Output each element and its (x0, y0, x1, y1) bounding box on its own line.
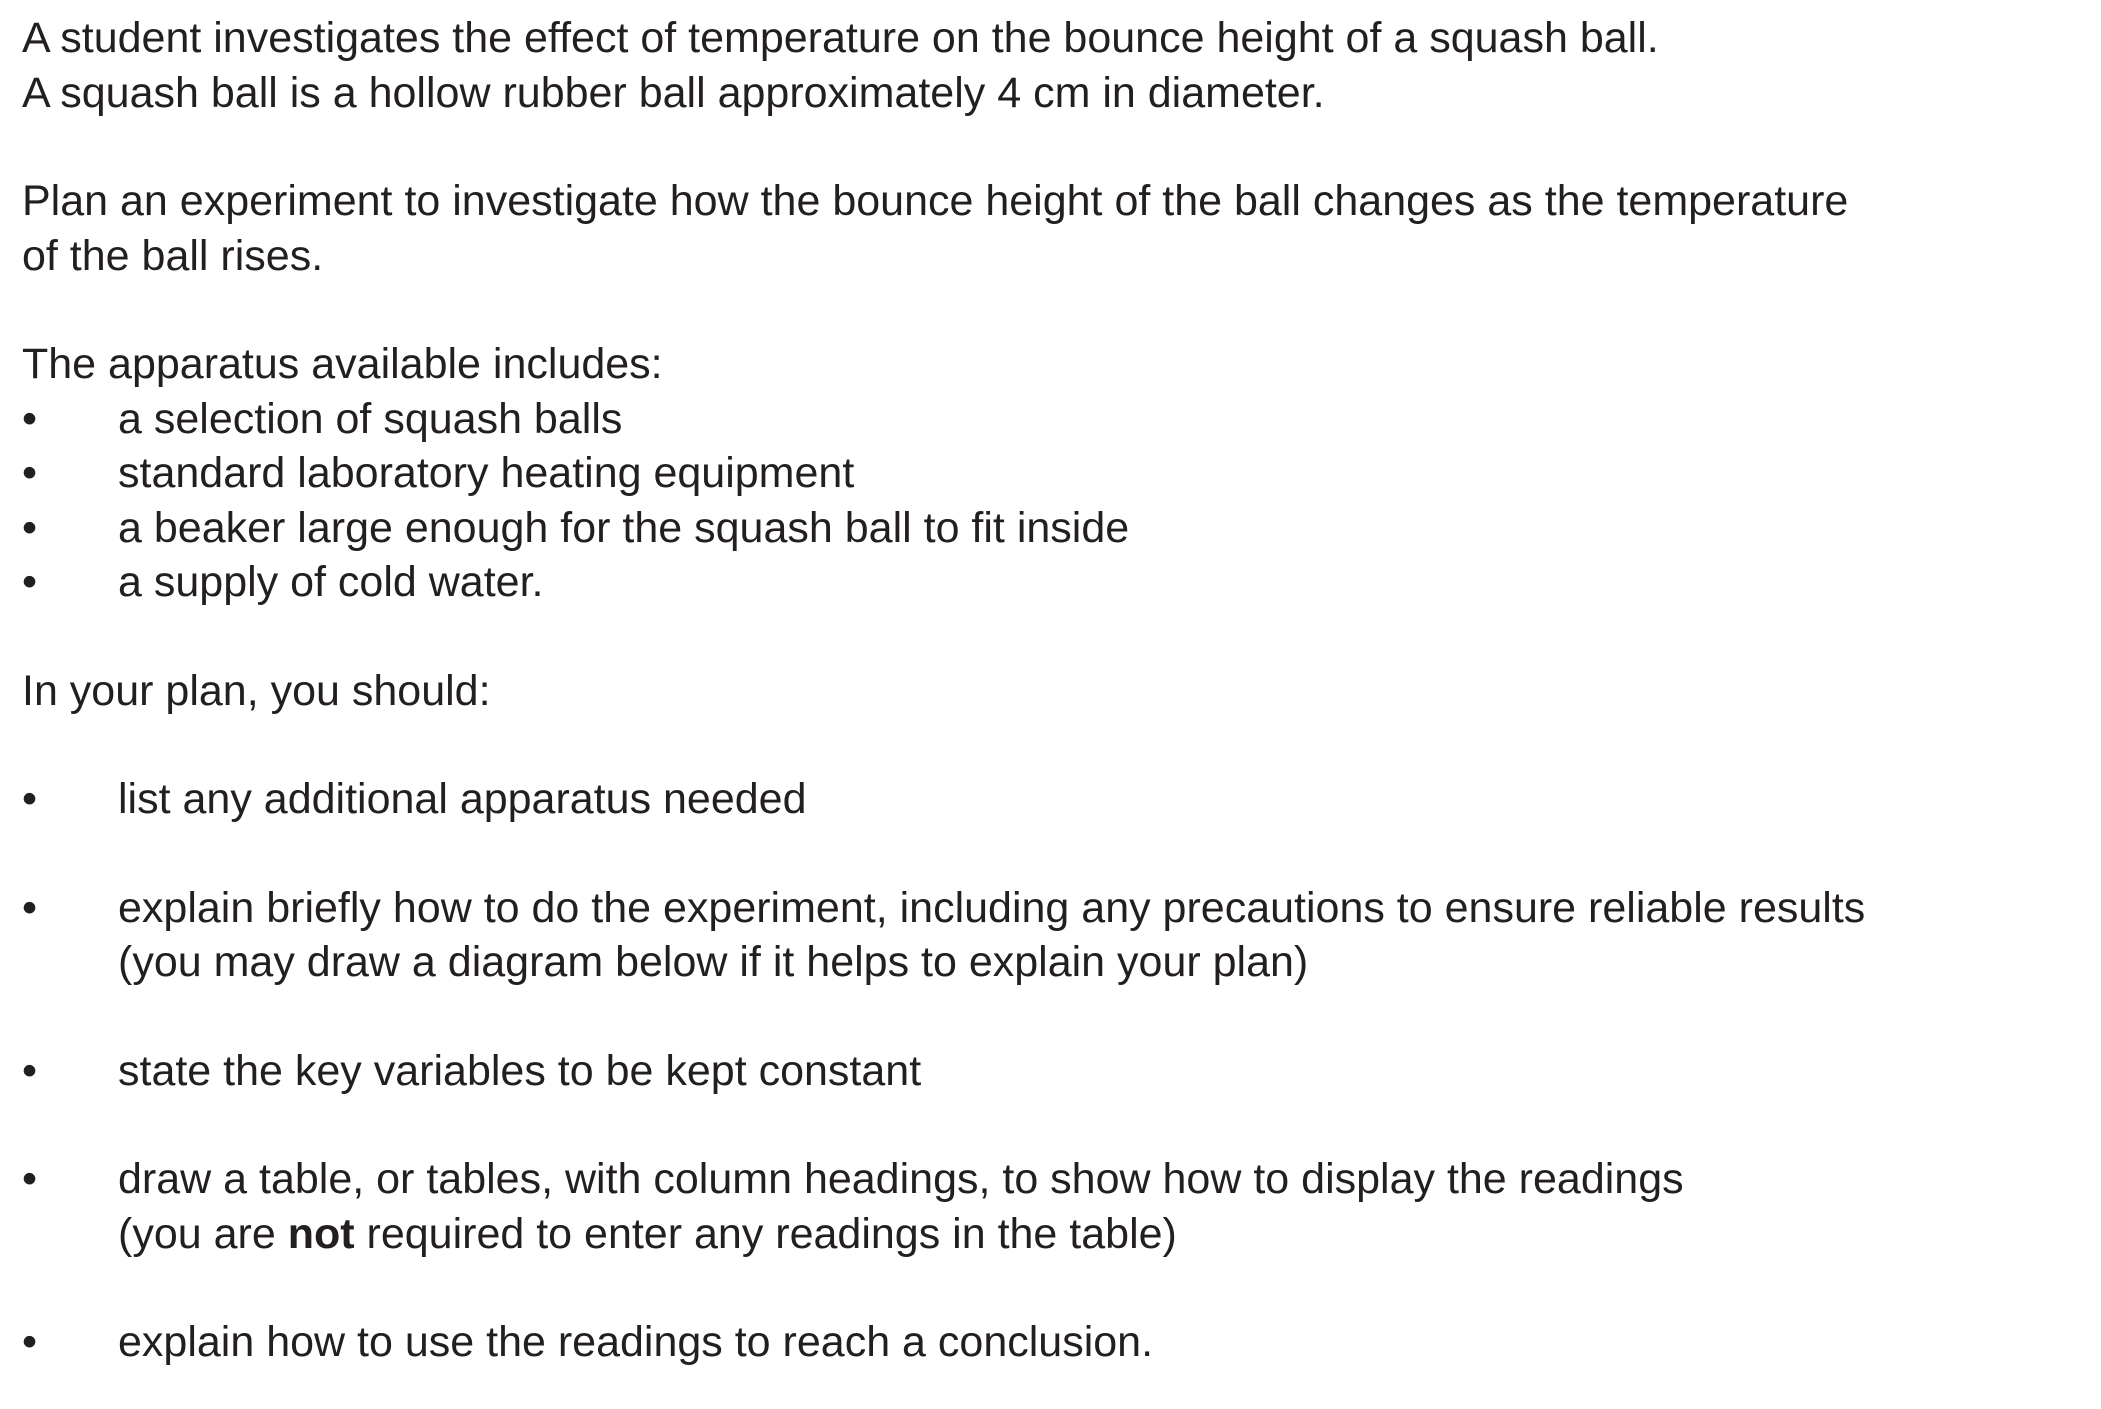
plan-item-apparatus (22, 772, 2082, 827)
apparatus-item (22, 501, 2082, 556)
bullet-icon: • (22, 449, 38, 497)
plan-list (22, 772, 2082, 1370)
question-page (22, 11, 2082, 1370)
apparatus-item-text: standard laboratory heating equipment (118, 449, 855, 497)
intro-line-2: A squash ball is a hollow rubber ball approximately 4 cm in diameter. (22, 68, 1325, 117)
note-prefix: (you are (118, 1209, 288, 1258)
apparatus-item-text: a supply of cold water. (118, 558, 544, 606)
apparatus-item-text: a beaker large enough for the squash ball to fit inside (118, 503, 1130, 552)
plan-item-text: explain how to use the readings to reach a conclusion. (118, 1318, 1154, 1366)
apparatus-item (22, 392, 2082, 447)
plan-item-text: explain briefly how to do the experiment, including any precautions to ensure reliable results (118, 883, 1866, 932)
apparatus-list (22, 392, 2082, 610)
bullet-icon: • (22, 1046, 38, 1095)
plan-item-text: state the key variables to be kept constant (118, 1046, 922, 1095)
note-emphasis: not (287, 1209, 355, 1258)
plan-item-text: draw a table, or tables, with column headings, to show how to display the readings (118, 1155, 1684, 1203)
note-suffix: required to enter any readings in the table) (354, 1209, 1177, 1258)
apparatus-item (22, 446, 2082, 501)
bullet-icon: • (22, 1318, 38, 1366)
task-line-2: of the ball rises. (22, 231, 324, 280)
plan-heading: In your plan, you should: (22, 666, 491, 715)
bullet-icon: • (22, 558, 38, 606)
plan-item-note (118, 1207, 2082, 1262)
plan-item-note: (you may draw a diagram below if it helps to explain your plan) (118, 938, 1309, 986)
plan-item-variables (22, 1044, 2082, 1099)
plan-item-text: list any additional apparatus needed (118, 775, 807, 823)
bullet-icon: • (22, 883, 38, 932)
bullet-icon: • (22, 1155, 38, 1203)
bullet-icon: • (22, 775, 38, 823)
task-line-1: Plan an experiment to investigate how the bounce height of the ball changes as the temperature (22, 177, 1849, 225)
plan-item-conclusion (22, 1315, 2082, 1370)
apparatus-heading: The apparatus available includes: (22, 340, 663, 388)
bullet-icon: • (22, 394, 38, 443)
intro-line-1: A student investigates the effect of temperature on the bounce height of a squash ball. (22, 14, 1659, 62)
apparatus-item-text: a selection of squash balls (118, 394, 623, 443)
bullet-icon: • (22, 503, 38, 552)
plan-item-table (22, 1152, 2082, 1261)
apparatus-item (22, 555, 2082, 610)
plan-item-method (22, 881, 2082, 990)
